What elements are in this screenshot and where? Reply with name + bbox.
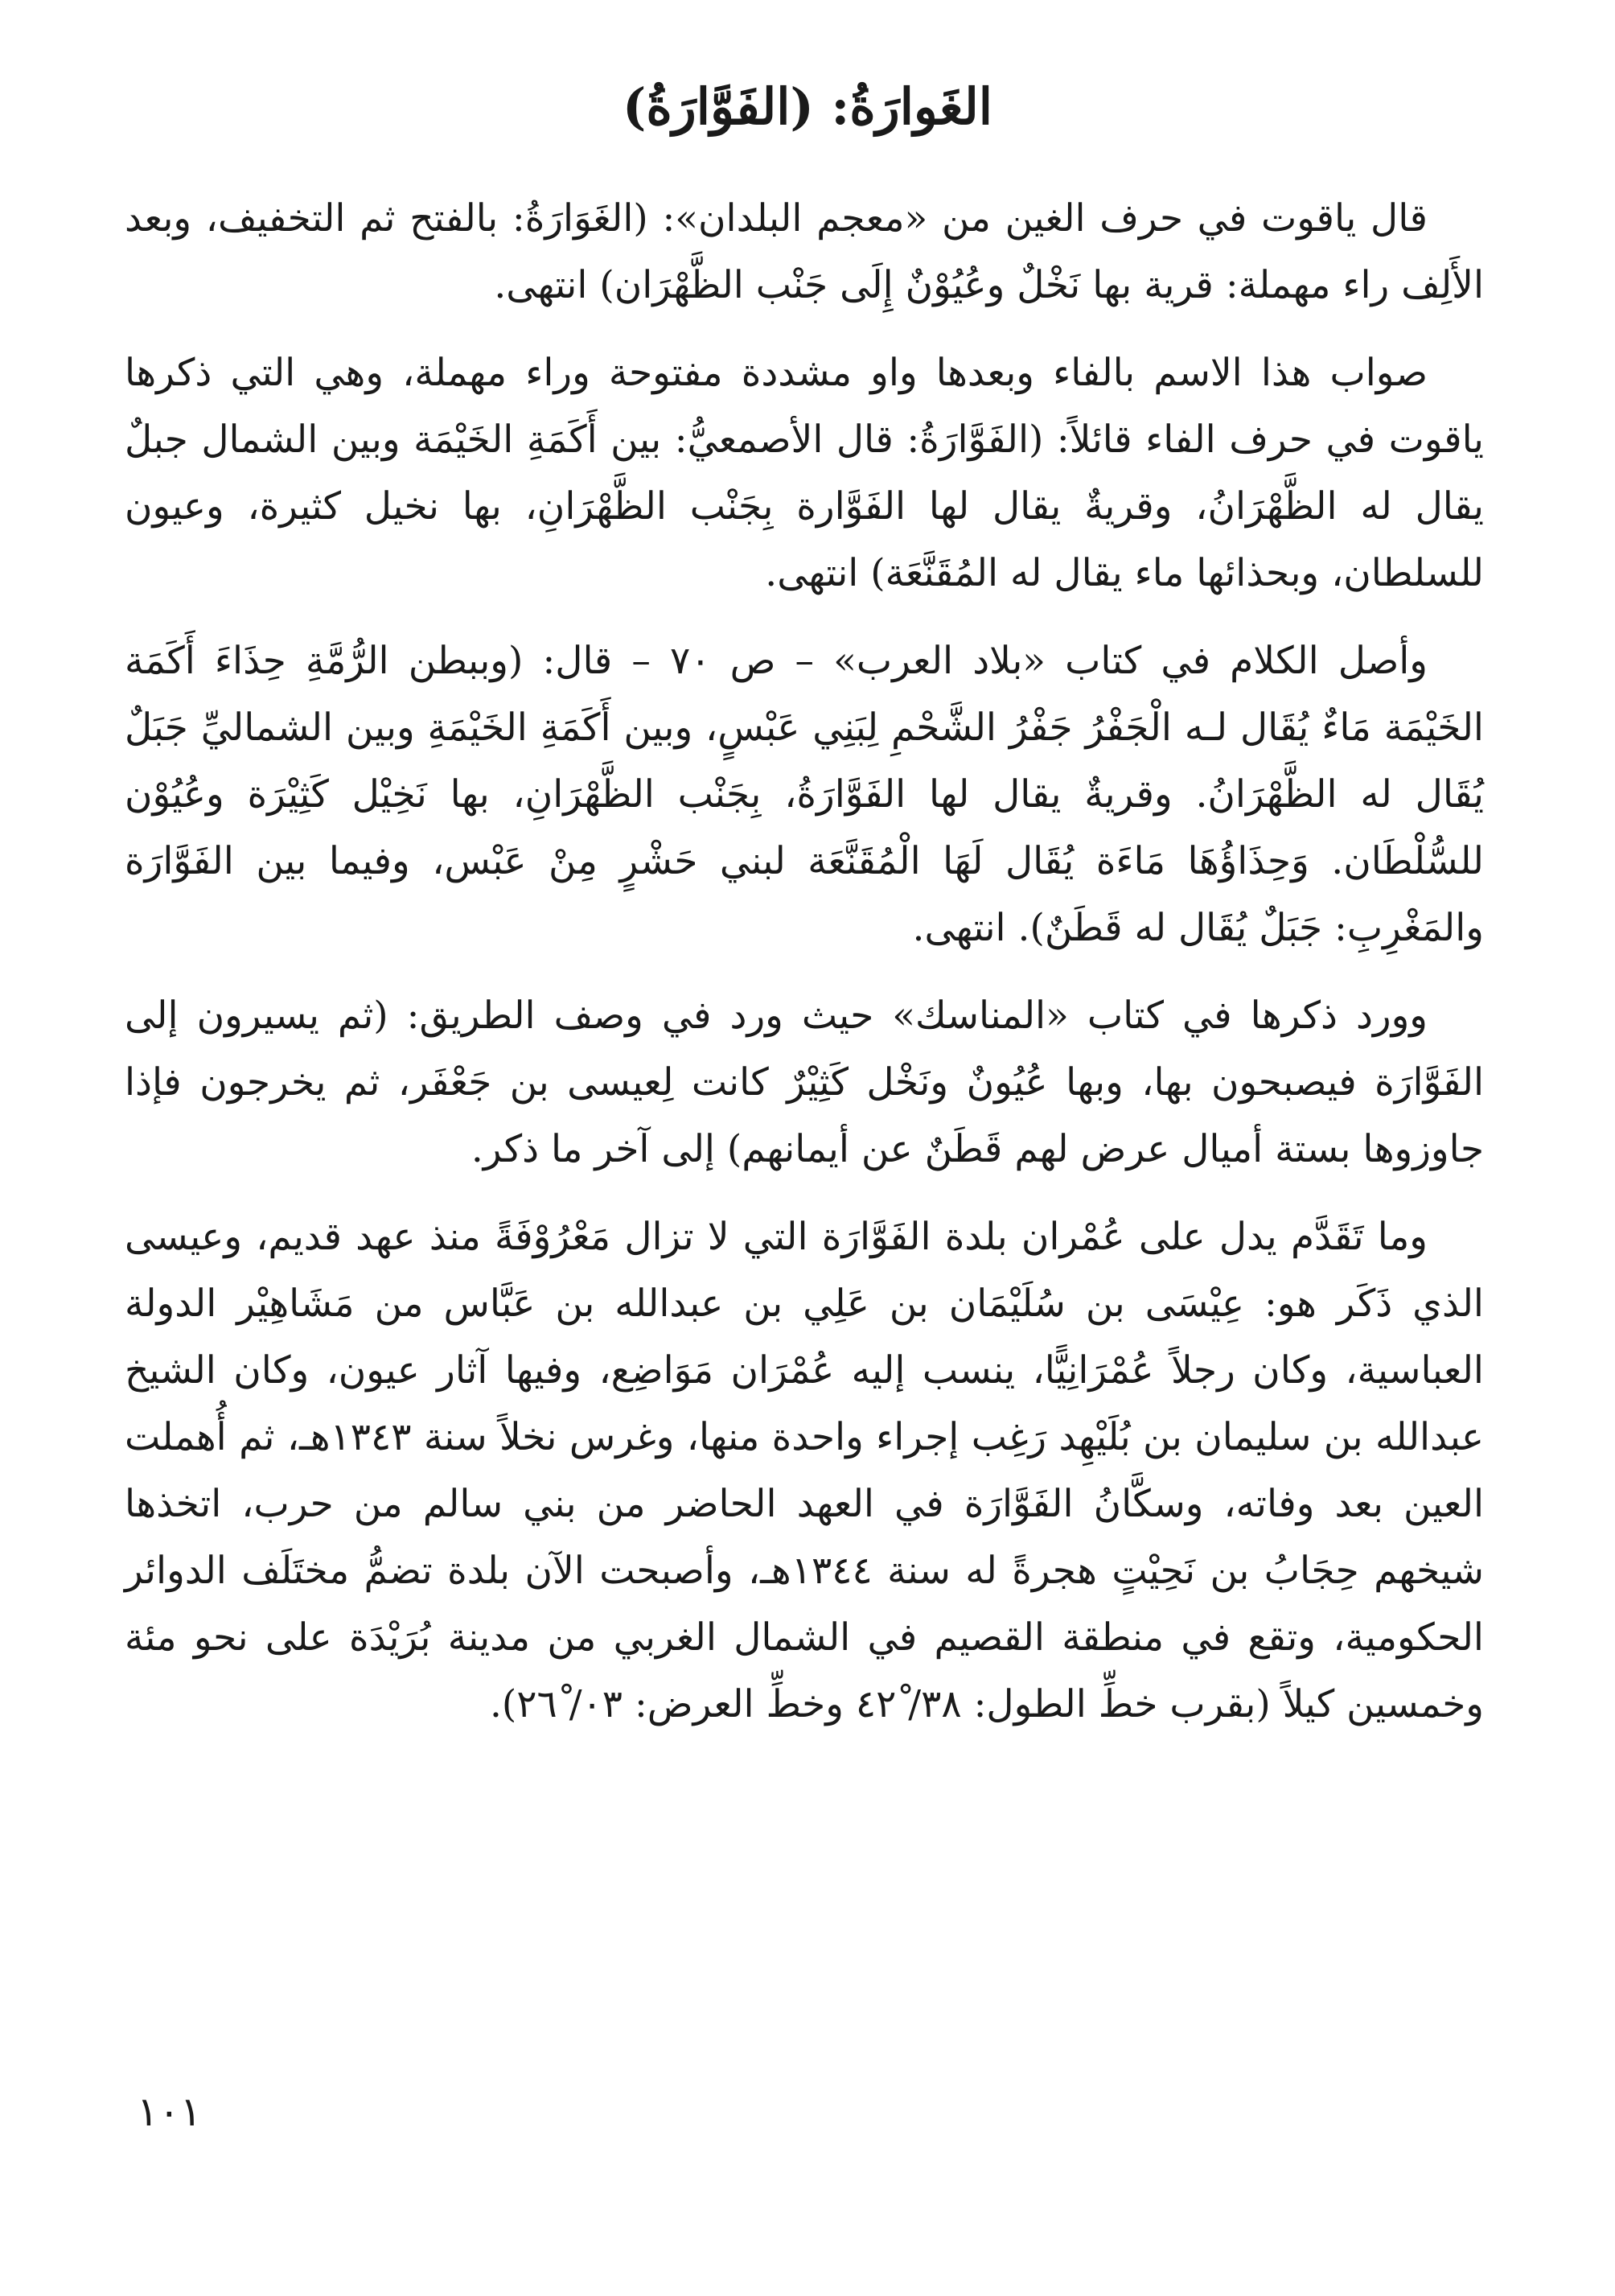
page-number: ١٠١ <box>137 2088 202 2135</box>
paragraph-3: وأصل الكلام في كتاب «بلاد العرب» – ص ٧٠ – قال: (وببطن الرُّمَّةِ حِذَاءَ أَكَمَة الخَيْمَة مَاءٌ يُقَال لـه الْجَفْرُ جَفْرُ الشَّحْمِ لِبَنِي عَبْسٍ، وبين أَكَمَةِ الخَيْمَةِ وبين الشماليِّ جَبَلٌ يُقَال له الظَّهْرَانُ. وقريةٌ يقال لها الفَوَّارَةُ، بِجَنْب الظَّهْرَانِ، بها نَخِيْل كَثِيْرَة وعُيُوْن للسُّلْطَان. وَحِذَاؤُهَا مَاءَة يُقَال لَهَا الْمُقَنَّعَة لبني حَشْرٍ مِنْ عَبْس، وفيما بين الفَوَّارَة والمَغْرِبِ: جَبَلٌ يُقَال له قَطَنٌ). انتهى. <box>125 639 1484 950</box>
paragraph-5: وما تَقَدَّم يدل على عُمْران بلدة الفَوَّارَة التي لا تزال مَعْرُوْفَةً منذ عهد قديم، وعيسى الذي ذَكَر هو: عِيْسَى بن سُلَيْمَان بن عَلِي بن عبدالله بن عَبَّاس من مَشَاهِيْر الدولة العباسية، وكان رجلاً عُمْرَانِيًّا، ينسب إليه عُمْرَان مَوَاضِع، وفيها آثار عيون، وكان الشيخ عبدالله بن سليمان بن بُلَيْهِد رَغِب إجراء واحدة منها، وغرس نخلاً سنة ١٣٤٣هـ، ثم أُهملت العين بعد وفاته، وسكَّانُ الفَوَّارَة في العهد الحاضر من بني سالم من حرب، اتخذها شيخهم حِجَابُ بن نَحِيْتٍ هجرةً له سنة ١٣٤٤هـ، وأصبحت الآن بلدة تضمُّ مختَلَف الدوائر الحكومية، وتقع في منطقة القصيم في الشمال الغربي من مدينة بُرَيْدَة على نحو مئة وخمسين كيلاً (بقرب خطِّ الطول: ٣٨/ ٤٢ْ وخطِّ العرض: ٠٣/ ٢٦ْ). <box>125 1215 1484 1726</box>
paragraph-2: صواب هذا الاسم بالفاء وبعدها واو مشددة مفتوحة وراء مهملة، وهي التي ذكرها ياقوت في حرف الفاء قائلاً: (الفَوَّارَةُ: قال الأصمعيُّ: بين أَكَمَةِ الخَيْمَة وبين الشمال جبلٌ يقال له الظَّهْرَانُ، وقريةٌ يقال لها الفَوَّارة بِجَنْب الظَّهْرَانِ، بها نخيل كثيرة، وعيون للسلطان، وبحذائها ماء يقال له المُقَنَّعَة) انتهى. <box>125 351 1484 595</box>
article-body <box>125 185 1484 1759</box>
paragraph-4: وورد ذكرها في كتاب «المناسك» حيث ورد في وصف الطريق: (ثم يسيرون إلى الفَوَّارَة فيصبحون بها، وبها عُيُونٌ ونَخْل كَثِيْرٌ كانت لِعيسى بن جَعْفَر، ثم يخرجون فإذا جاوزوها بستة أميال عرض لهم قَطَنٌ عن أيمانهم) إلى آخر ما ذكر. <box>125 994 1484 1171</box>
entry-title: الغَوارَةُ: (الفَوَّارَةُ) <box>622 77 992 136</box>
paragraph-1: قال ياقوت في حرف الغين من «معجم البلدان»: (الغَوَارَةُ: بالفتح ثم التخفيف، وبعد الأَلِف راء مهملة: قرية بها نَخْلٌ وعُيُوْنٌ إِلَى جَنْب الظَّهْرَان) انتهى. <box>125 196 1484 307</box>
